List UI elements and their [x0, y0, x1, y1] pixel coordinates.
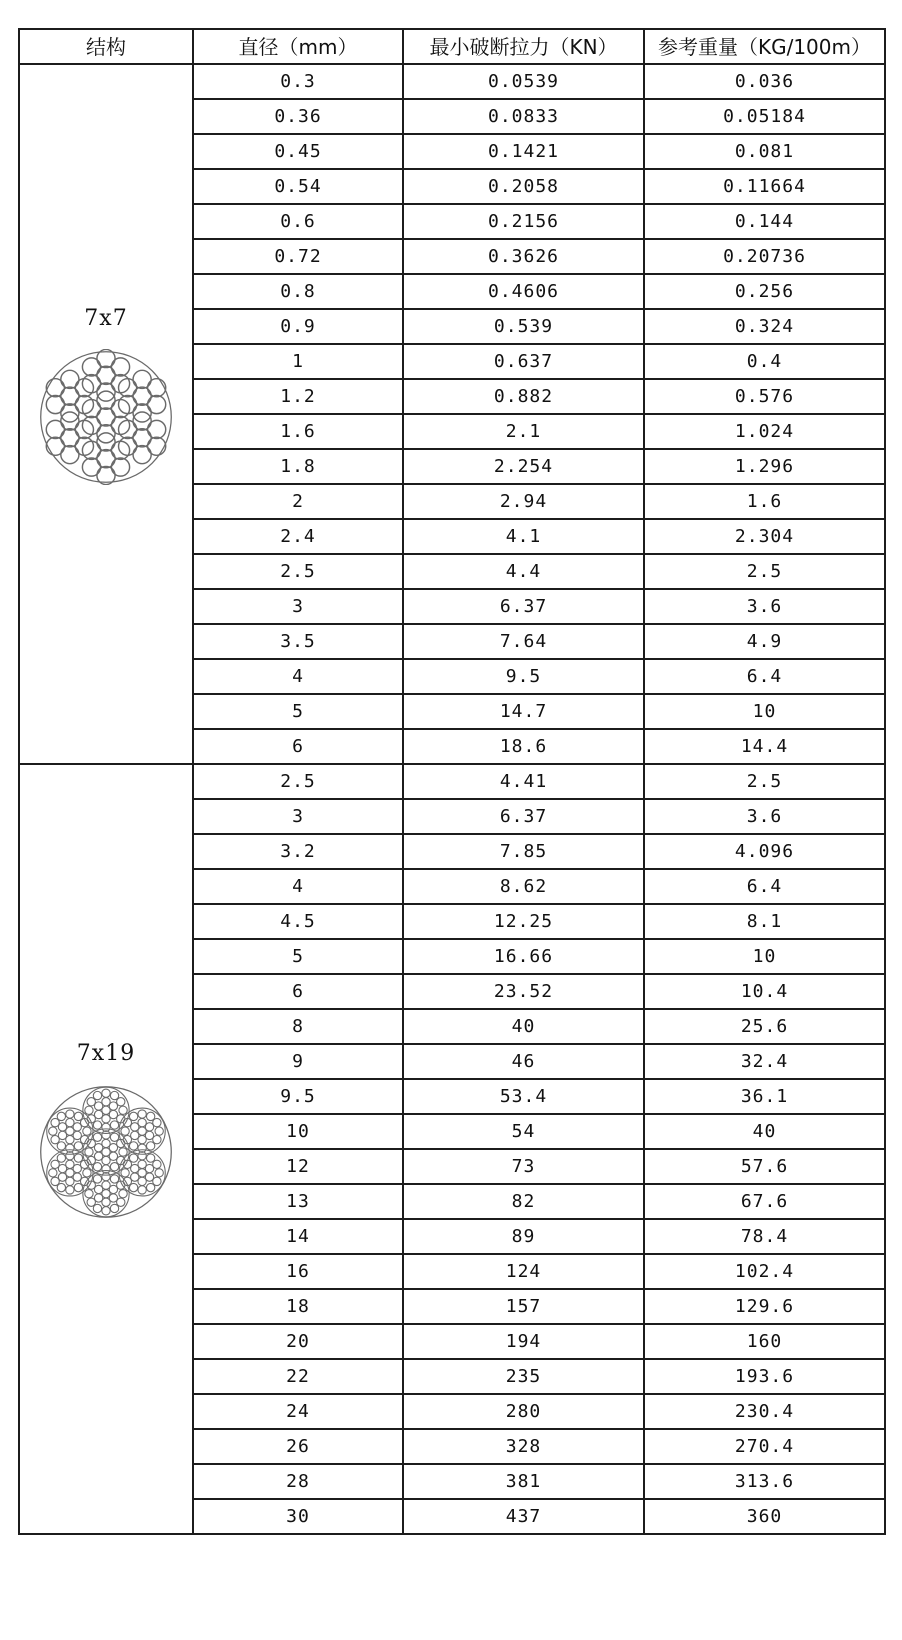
breaking-force-cell: 89 [403, 1219, 644, 1254]
weight-cell: 10.4 [644, 974, 885, 1009]
diameter-cell: 5 [193, 694, 403, 729]
col-header-reference-weight: 参考重量（KG/100m） [644, 29, 885, 64]
weight-cell: 360 [644, 1499, 885, 1534]
col-header-structure: 结构 [19, 29, 193, 64]
diameter-cell: 0.3 [193, 64, 403, 99]
weight-cell: 2.5 [644, 764, 885, 799]
weight-cell: 0.144 [644, 204, 885, 239]
diameter-cell: 2 [193, 484, 403, 519]
weight-cell: 0.11664 [644, 169, 885, 204]
weight-cell: 57.6 [644, 1149, 885, 1184]
structure-label-7x19: 7x19 [76, 1040, 136, 1066]
weight-cell: 3.6 [644, 799, 885, 834]
diameter-cell: 20 [193, 1324, 403, 1359]
weight-cell: 0.20736 [644, 239, 885, 274]
weight-cell: 25.6 [644, 1009, 885, 1044]
breaking-force-cell: 16.66 [403, 939, 644, 974]
diameter-cell: 1 [193, 344, 403, 379]
rope-cross-section-7x7-icon [38, 349, 174, 485]
weight-cell: 36.1 [644, 1079, 885, 1114]
col-header-min-breaking-force: 最小破断拉力（KN） [403, 29, 644, 64]
weight-cell: 0.4 [644, 344, 885, 379]
diameter-cell: 2.5 [193, 764, 403, 799]
breaking-force-cell: 235 [403, 1359, 644, 1394]
structure-block [20, 307, 192, 485]
breaking-force-cell: 40 [403, 1009, 644, 1044]
breaking-force-cell: 4.1 [403, 519, 644, 554]
breaking-force-cell: 6.37 [403, 799, 644, 834]
breaking-force-cell: 2.94 [403, 484, 644, 519]
breaking-force-cell: 437 [403, 1499, 644, 1534]
diameter-cell: 3 [193, 799, 403, 834]
structure-cell-7x7 [19, 64, 193, 764]
breaking-force-cell: 2.1 [403, 414, 644, 449]
diameter-cell: 22 [193, 1359, 403, 1394]
diameter-cell: 0.36 [193, 99, 403, 134]
breaking-force-cell: 7.85 [403, 834, 644, 869]
wire-rope-spec-table-wrap [18, 28, 886, 1535]
weight-cell: 4.9 [644, 624, 885, 659]
diameter-cell: 0.8 [193, 274, 403, 309]
breaking-force-cell: 9.5 [403, 659, 644, 694]
diameter-cell: 28 [193, 1464, 403, 1499]
weight-cell: 0.036 [644, 64, 885, 99]
breaking-force-cell: 73 [403, 1149, 644, 1184]
weight-cell: 40 [644, 1114, 885, 1149]
diameter-cell: 14 [193, 1219, 403, 1254]
rope-cross-section-7x19-icon [38, 1084, 174, 1220]
diameter-cell: 0.9 [193, 309, 403, 344]
weight-cell: 14.4 [644, 729, 885, 764]
diameter-cell: 0.72 [193, 239, 403, 274]
weight-cell: 270.4 [644, 1429, 885, 1464]
diameter-cell: 3.2 [193, 834, 403, 869]
diameter-cell: 26 [193, 1429, 403, 1464]
breaking-force-cell: 0.2058 [403, 169, 644, 204]
diameter-cell: 4 [193, 659, 403, 694]
diameter-cell: 10 [193, 1114, 403, 1149]
breaking-force-cell: 53.4 [403, 1079, 644, 1114]
breaking-force-cell: 0.2156 [403, 204, 644, 239]
breaking-force-cell: 124 [403, 1254, 644, 1289]
diameter-cell: 3 [193, 589, 403, 624]
weight-cell: 0.324 [644, 309, 885, 344]
weight-cell: 1.296 [644, 449, 885, 484]
breaking-force-cell: 0.3626 [403, 239, 644, 274]
diameter-cell: 3.5 [193, 624, 403, 659]
weight-cell: 2.304 [644, 519, 885, 554]
breaking-force-cell: 280 [403, 1394, 644, 1429]
weight-cell: 10 [644, 694, 885, 729]
weight-cell: 78.4 [644, 1219, 885, 1254]
diameter-cell: 6 [193, 729, 403, 764]
breaking-force-cell: 0.637 [403, 344, 644, 379]
diameter-cell: 5 [193, 939, 403, 974]
diameter-cell: 8 [193, 1009, 403, 1044]
breaking-force-cell: 0.1421 [403, 134, 644, 169]
diameter-cell: 2.5 [193, 554, 403, 589]
breaking-force-cell: 8.62 [403, 869, 644, 904]
weight-cell: 0.05184 [644, 99, 885, 134]
breaking-force-cell: 46 [403, 1044, 644, 1079]
diameter-cell: 24 [193, 1394, 403, 1429]
breaking-force-cell: 2.254 [403, 449, 644, 484]
weight-cell: 1.024 [644, 414, 885, 449]
weight-cell: 230.4 [644, 1394, 885, 1429]
breaking-force-cell: 6.37 [403, 589, 644, 624]
weight-cell: 0.081 [644, 134, 885, 169]
weight-cell: 0.576 [644, 379, 885, 414]
weight-cell: 4.096 [644, 834, 885, 869]
weight-cell: 3.6 [644, 589, 885, 624]
diameter-cell: 30 [193, 1499, 403, 1534]
weight-cell: 102.4 [644, 1254, 885, 1289]
breaking-force-cell: 12.25 [403, 904, 644, 939]
weight-cell: 32.4 [644, 1044, 885, 1079]
diameter-cell: 2.4 [193, 519, 403, 554]
breaking-force-cell: 194 [403, 1324, 644, 1359]
diameter-cell: 4.5 [193, 904, 403, 939]
diameter-cell: 0.6 [193, 204, 403, 239]
weight-cell: 10 [644, 939, 885, 974]
diameter-cell: 6 [193, 974, 403, 1009]
weight-cell: 6.4 [644, 659, 885, 694]
weight-cell: 0.256 [644, 274, 885, 309]
breaking-force-cell: 0.882 [403, 379, 644, 414]
wire-rope-spec-table [18, 28, 886, 1535]
breaking-force-cell: 328 [403, 1429, 644, 1464]
breaking-force-cell: 14.7 [403, 694, 644, 729]
diameter-cell: 12 [193, 1149, 403, 1184]
weight-cell: 6.4 [644, 869, 885, 904]
table-row [19, 764, 885, 799]
weight-cell: 313.6 [644, 1464, 885, 1499]
diameter-cell: 0.45 [193, 134, 403, 169]
diameter-cell: 1.6 [193, 414, 403, 449]
diameter-cell: 9 [193, 1044, 403, 1079]
breaking-force-cell: 381 [403, 1464, 644, 1499]
breaking-force-cell: 0.4606 [403, 274, 644, 309]
breaking-force-cell: 4.4 [403, 554, 644, 589]
weight-cell: 193.6 [644, 1359, 885, 1394]
breaking-force-cell: 157 [403, 1289, 644, 1324]
diameter-cell: 0.54 [193, 169, 403, 204]
diameter-cell: 13 [193, 1184, 403, 1219]
header-row [19, 29, 885, 64]
diameter-cell: 9.5 [193, 1079, 403, 1114]
breaking-force-cell: 0.539 [403, 309, 644, 344]
weight-cell: 1.6 [644, 484, 885, 519]
breaking-force-cell: 0.0539 [403, 64, 644, 99]
breaking-force-cell: 54 [403, 1114, 644, 1149]
table-row [19, 64, 885, 99]
weight-cell: 129.6 [644, 1289, 885, 1324]
diameter-cell: 1.2 [193, 379, 403, 414]
diameter-cell: 1.8 [193, 449, 403, 484]
structure-label-7x7: 7x7 [84, 305, 128, 331]
weight-cell: 67.6 [644, 1184, 885, 1219]
breaking-force-cell: 18.6 [403, 729, 644, 764]
diameter-cell: 4 [193, 869, 403, 904]
breaking-force-cell: 7.64 [403, 624, 644, 659]
col-header-diameter: 直径（mm） [193, 29, 403, 64]
weight-cell: 2.5 [644, 554, 885, 589]
diameter-cell: 16 [193, 1254, 403, 1289]
diameter-cell: 18 [193, 1289, 403, 1324]
breaking-force-cell: 4.41 [403, 764, 644, 799]
weight-cell: 160 [644, 1324, 885, 1359]
structure-block [20, 1042, 192, 1220]
breaking-force-cell: 82 [403, 1184, 644, 1219]
weight-cell: 8.1 [644, 904, 885, 939]
breaking-force-cell: 23.52 [403, 974, 644, 1009]
breaking-force-cell: 0.0833 [403, 99, 644, 134]
structure-cell-7x19 [19, 764, 193, 1534]
